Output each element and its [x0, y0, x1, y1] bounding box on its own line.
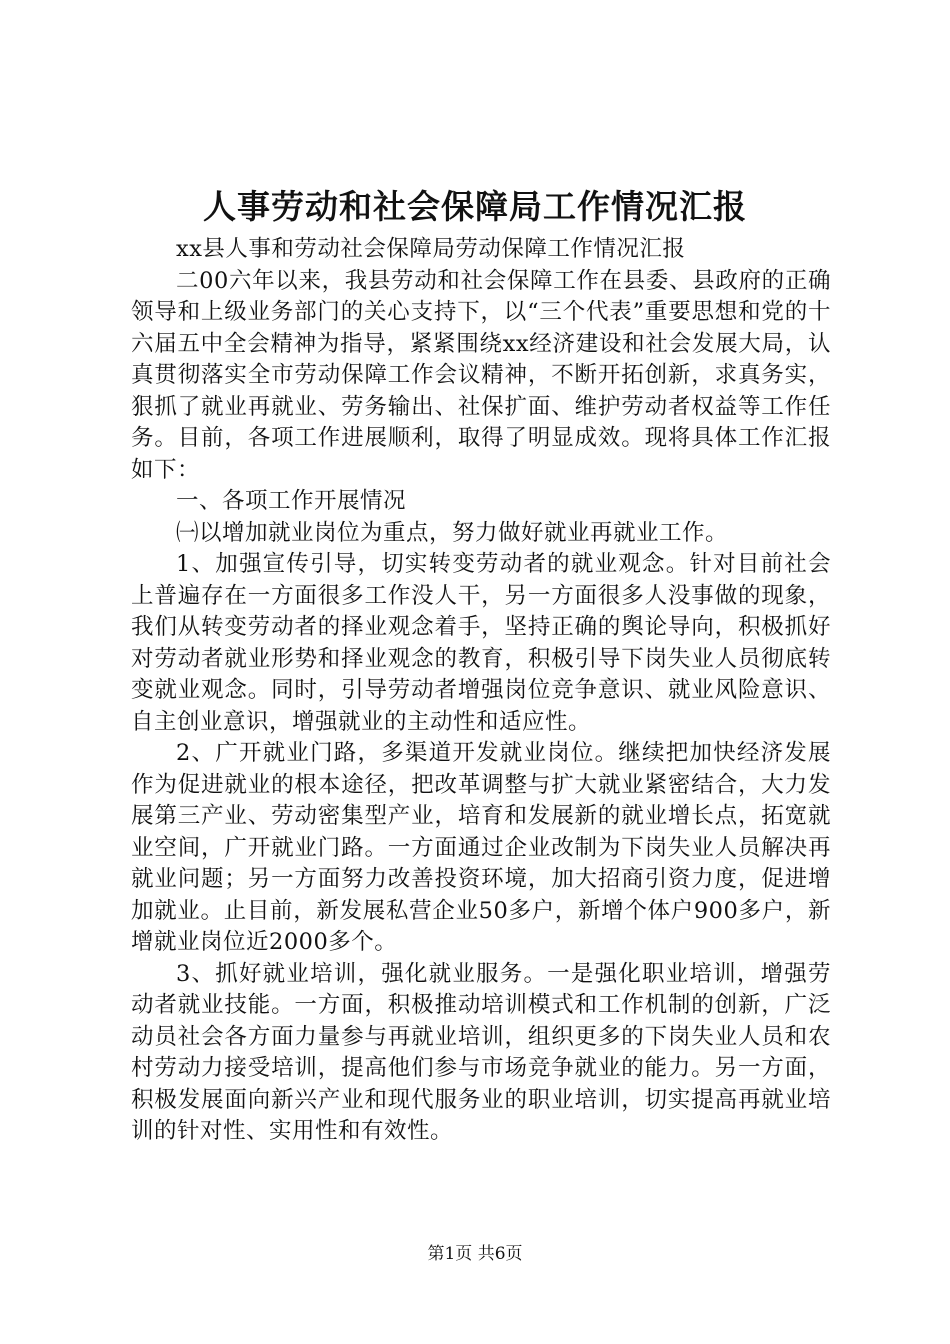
paragraph-item-3: 3、抓好就业培训，强化就业服务。一是强化职业培训，增强劳动者就业技能。一方面，积极推动培训模式和工作机制的创新，广泛动员社会各方面力量参与再就业培训，组织更多的下岗失业人员和农村劳动力接受培训，提高他们参与市场竞争就业的能力。另一方面，积极发展面向新兴产业和现代服务业的职业培训，切实提高再就业培训的针对性、实用性和有效性。 — [131, 960, 831, 1144]
paragraph-item-1: 1、加强宣传引导，切实转变劳动者的就业观念。针对目前社会上普遍存在一方面很多工作没人干，另一方面很多人没事做的现象，我们从转变劳动者的择业观念着手，坚持正确的舆论导向，积极抓好对劳动者就业形势和择业观念的教育，积极引导下岗失业人员彻底转变就业观念。同时，引导劳动者增强岗位竞争意识、就业风险意识、自主创业意识，增强就业的主动性和适应性。 — [131, 551, 831, 735]
document-body — [131, 234, 831, 1148]
paragraph-intro: 二00六年以来，我县劳动和社会保障工作在县委、县政府的正确领导和上级业务部门的关心支持下，以“三个代表”重要思想和党的十六届五中全会精神为指导，紧紧围绕xx经济建设和社会发展大局，认真贯彻落实全市劳动保障工作会议精神，不断开拓创新，求真务实，狠抓了就业再就业、劳务输出、社保扩面、维护劳动者权益等工作任务。目前，各项工作进展顺利，取得了明显成效。现将具体工作汇报如下： — [131, 267, 831, 483]
paragraph-item-2: 2、广开就业门路，多渠道开发就业岗位。继续把加快经济发展作为促进就业的根本途径，把改革调整与扩大就业紧密结合，大力发展第三产业、劳动密集型产业，培育和发展新的就业增长点，拓宽就业空间，广开就业门路。一方面通过企业改制为下岗失业人员解决再就业问题；另一方面努力改善投资环境，加大招商引资力度，促进增加就业。止目前，新发展私营企业50多户，新增个体户900多户，新增就业岗位近2000多个。 — [131, 740, 831, 955]
page-number-footer: 第1页 共6页 — [427, 1244, 523, 1264]
subsection-heading: ㈠以增加就业岗位为重点，努力做好就业再就业工作。 — [176, 519, 729, 546]
section-heading: 一、各项工作开展情况 — [176, 488, 407, 514]
document-title: 人事劳动和社会保障局工作情况汇报 — [203, 187, 747, 226]
paragraph-subtitle: xx县人事和劳动社会保障局劳动保障工作情况汇报 — [176, 236, 686, 262]
